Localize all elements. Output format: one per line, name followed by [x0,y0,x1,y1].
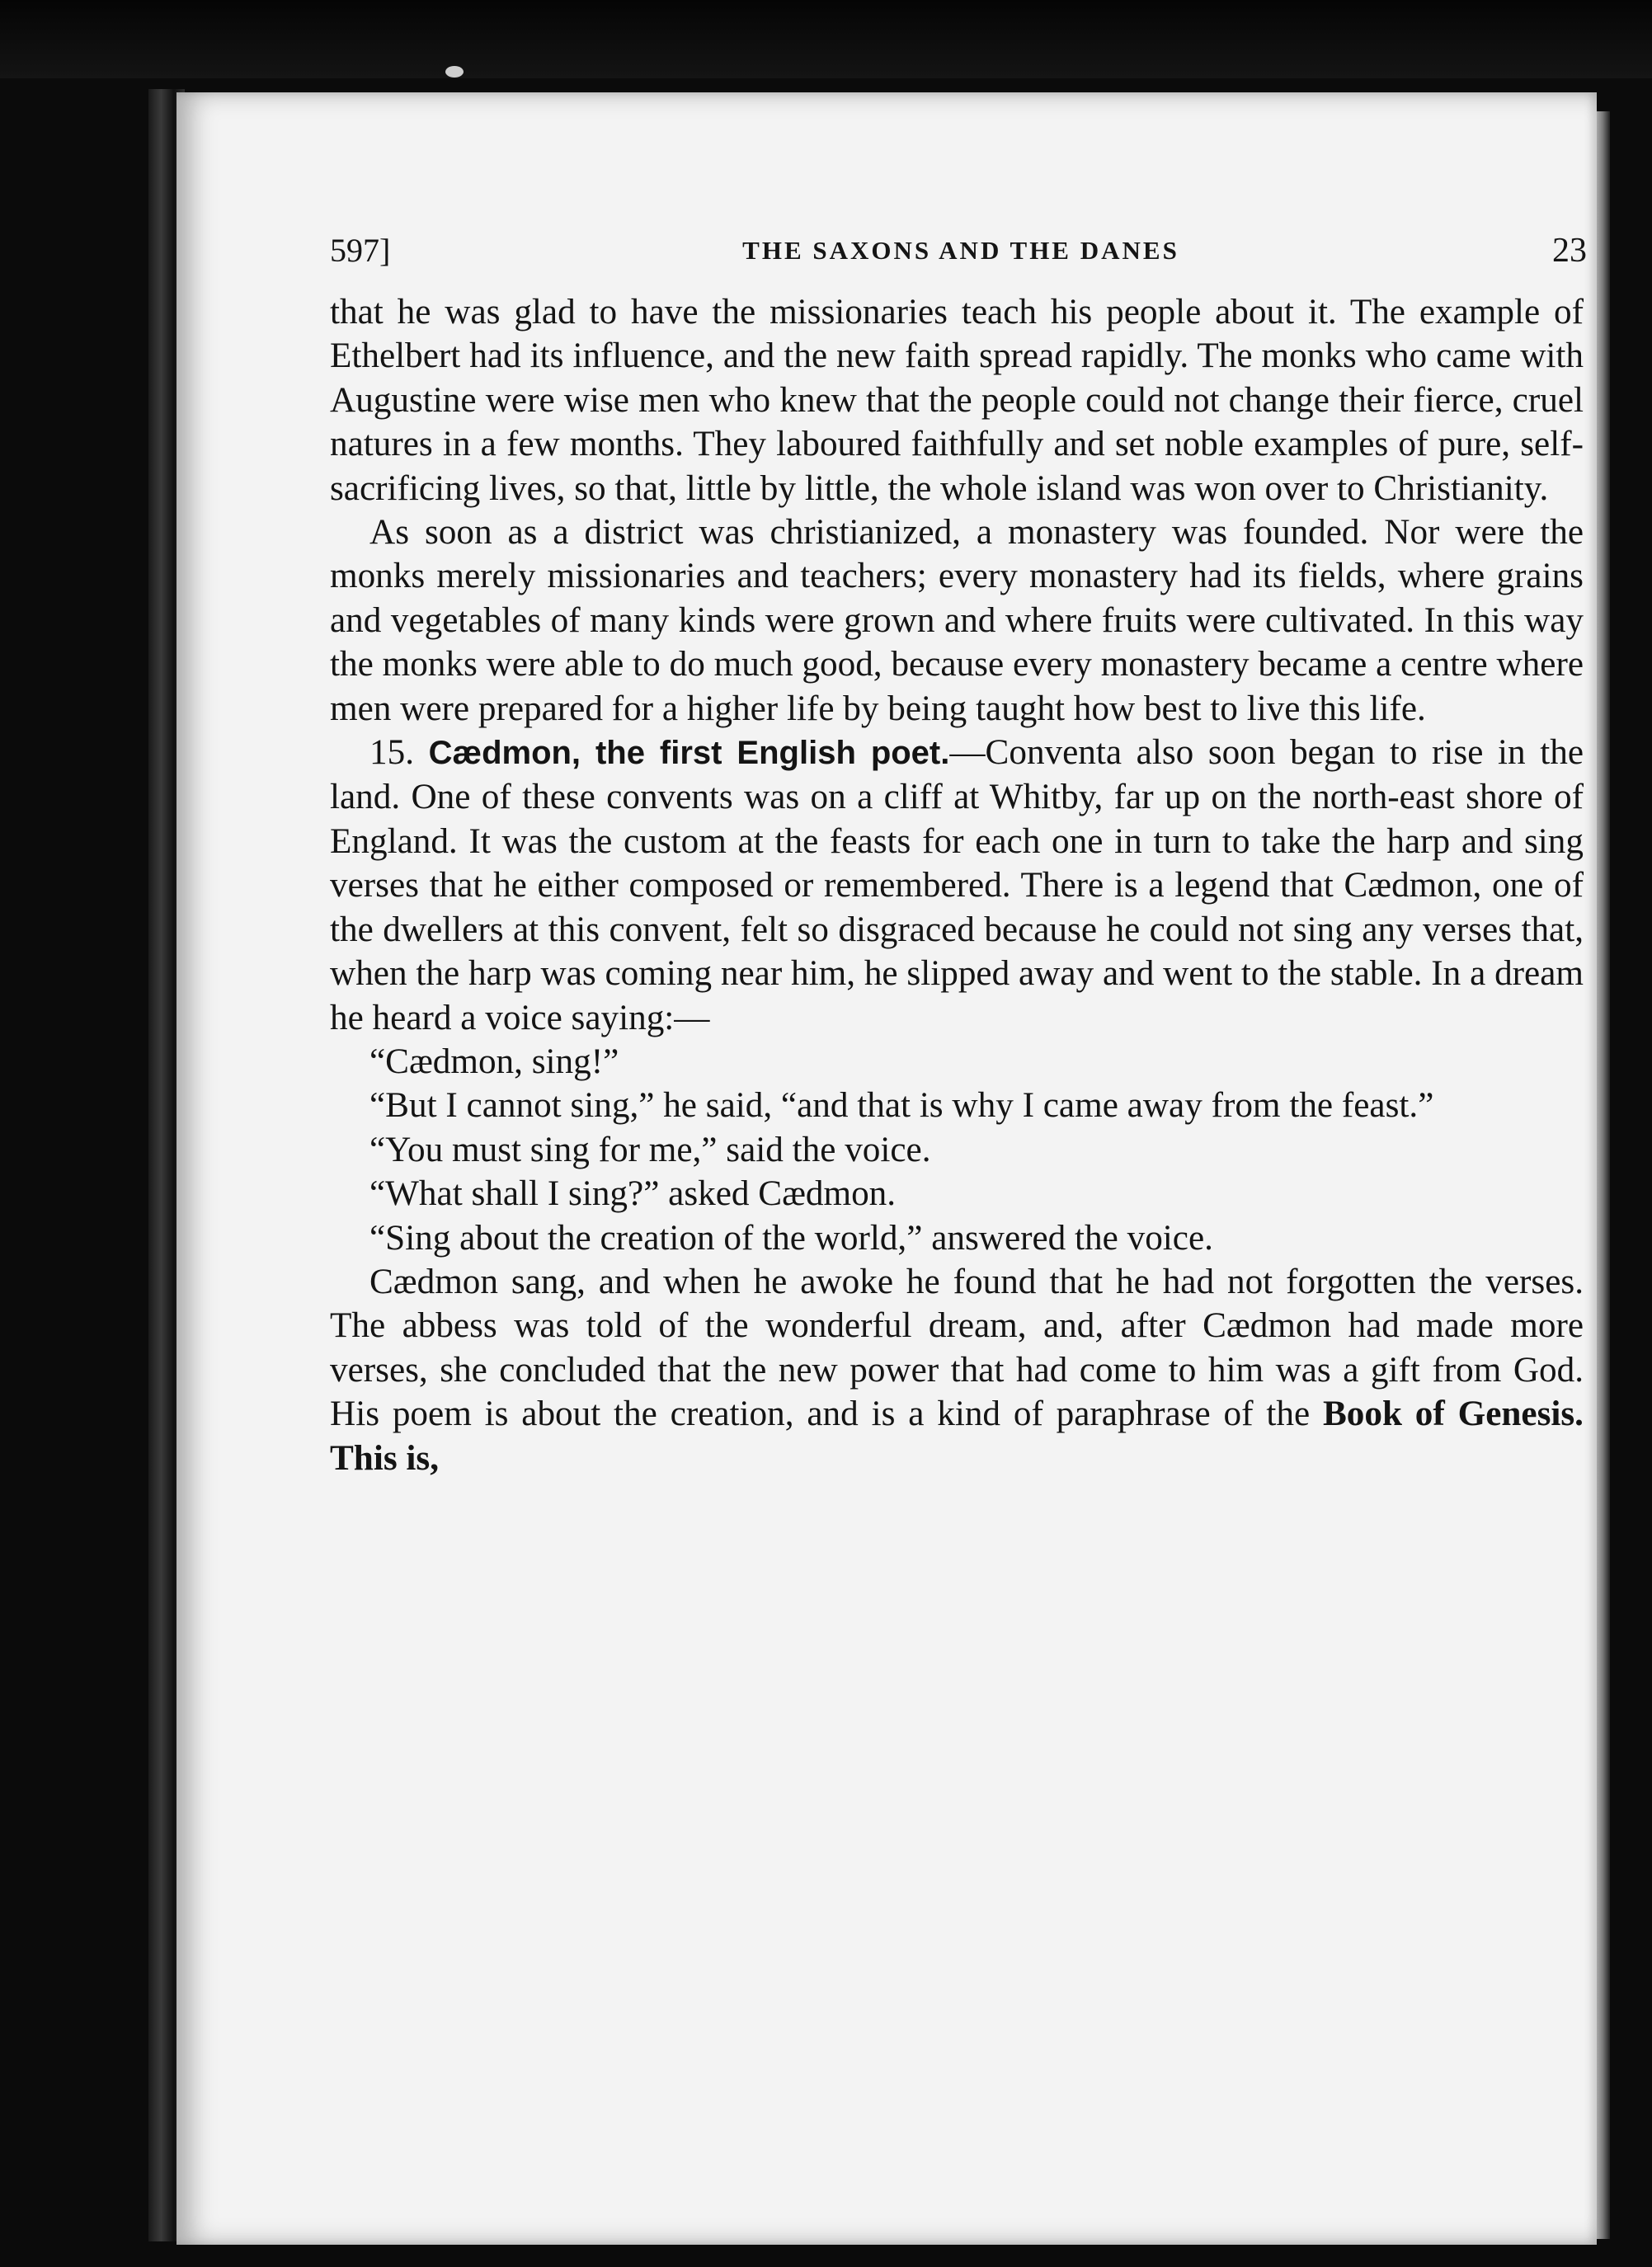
paragraph-caedmon-section [330,731,1584,1040]
book-page [176,92,1597,2245]
dialogue-line-2: “But I cannot sing,” he said, “and that is why I came away from the feast.” [369,1086,1434,1126]
poem-text: Cædmon sang, and when he awoke he found that he had not forgotten the verses. The abbess was told of the wonderful dream, and, after Cædmon had made more verses, she concluded that the new power that had come to him was a gift from God. His poem is about the creation, and is a kind of paraphrase of the [330,1262,1584,1434]
paragraph-caedmon-poem [330,1260,1584,1480]
header-running-title: THE SAXONS AND THE DANES [742,236,1179,265]
dialogue-line-5: “Sing about the creation of the world,” answered the voice. [369,1218,1213,1258]
scan-border-top [0,0,1652,78]
header-page-reference: 597] [330,232,391,269]
dialogue-line-4: “What shall I sing?” asked Cædmon. [369,1174,897,1214]
poem-text-bold: Book of Genesis. This is, [330,1395,1584,1478]
paragraph-monasteries: As soon as a district was christianized, a monastery was founded. Nor were the monks merely missionaries and teachers; every monastery had its fields, where grains and vegetables of many kinds were grown and where fruits were cultivated. In this way the monks were able to do much good, because every monastery became a centre where men were prepared for a higher life by being taught how best to live this life. [330,513,1584,728]
section-heading: Cædmon, the first English poet. [428,735,950,772]
scan-smudge [445,66,464,78]
dialogue-line-1: “Cædmon, sing!” [369,1042,619,1081]
running-header [330,231,1592,280]
dialogue-line-3: “You must sing for me,” said the voice. [369,1130,931,1169]
section-text: —Conventa also soon began to rise in the land. One of these convents was on a cliff at Whitby, far up on the north-east shore of England. It was the custom at the feasts for each one in turn to take the harp and sing verses that he either composed or remembered. There is a legend that Cædmon, one of the dwellers at this convent, felt so disgraced because he could not sing any verses that, when the harp was coming near him, he slipped away and went to the stable. In a dream he heard a voice saying:— [330,733,1584,1037]
page-body [330,290,1584,1480]
header-page-number: 23 [1552,232,1587,270]
paragraph-continuation: that he was glad to have the missionaries teach his people about it. The example of Ethelbert had its influence, and the new faith spread rapidly. The monks who came with Augustine were wise men who knew that the people could not change their fierce, cruel natures in a few months. They laboured faithfully and set noble examples of pure, self-sacrificing lives, so that, little by little, the whole island was won over to Christianity. [330,293,1584,508]
section-number: 15. [369,733,414,773]
